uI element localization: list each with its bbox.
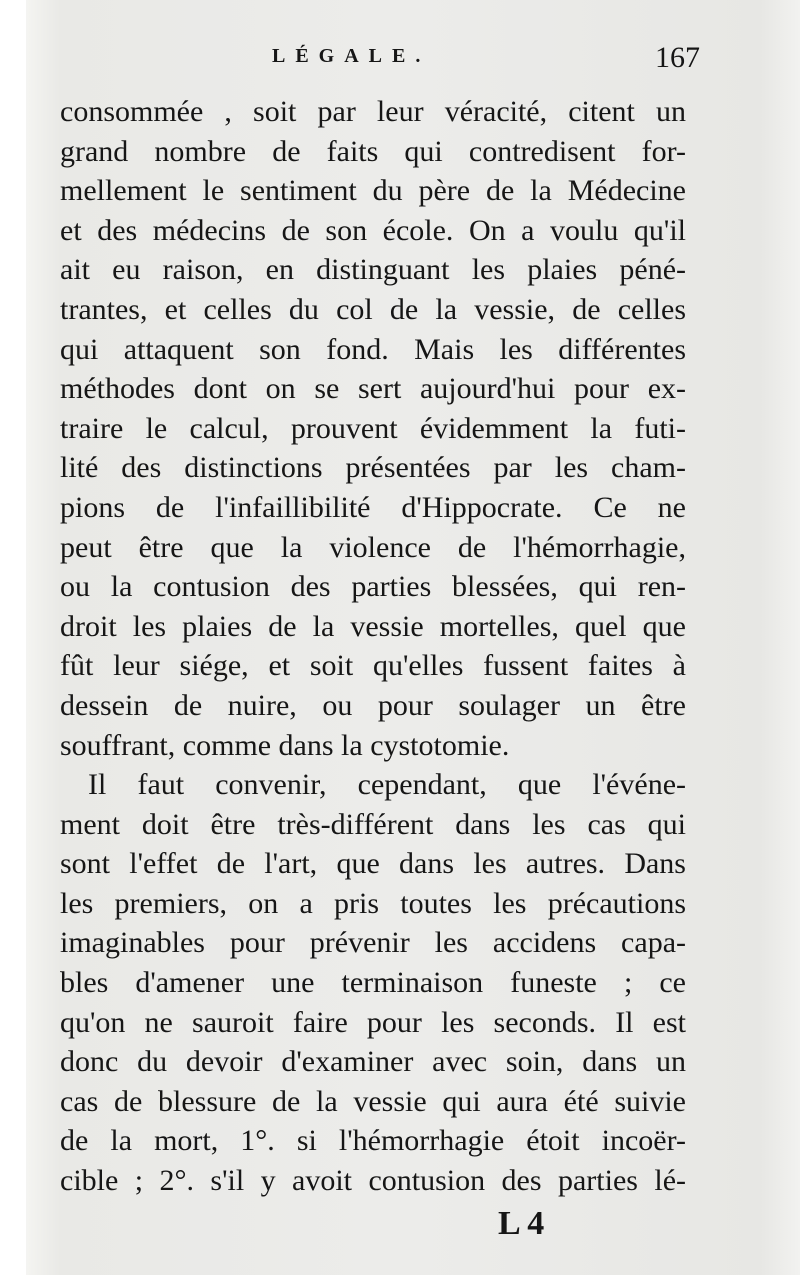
text-line: consommée , soit par leur véracité, citent un [60, 95, 686, 128]
text-line: cible ; 2°. s'il y avoit contusion des parties lé- [60, 1164, 686, 1198]
paragraph-1 [60, 92, 686, 765]
text-line: qui attaquent son fond. Mais les différentes [60, 332, 686, 366]
text-line: ait eu raison, en distinguant les plaies péné- [60, 253, 686, 287]
text-line: de la mort, 1°. si l'hémorrhagie étoit incoër- [60, 1124, 686, 1158]
text-line: lité des distinctions présentées par les cham- [60, 451, 686, 485]
page-number: 167 [655, 41, 700, 74]
signature-mark: L 4 [498, 1205, 545, 1242]
text-line: et des médecins de son école. On a voulu qu'il [60, 213, 686, 247]
text-line: souffrant, comme dans la cystotomie. [60, 728, 510, 762]
text-line: sont l'effet de l'art, que dans les autres. Dans [60, 847, 686, 881]
text-line: bles d'amener une terminaison funeste ; ce [60, 966, 686, 1000]
text-line: méthodes dont on se sert aujourd'hui pour ex- [60, 372, 686, 406]
text-line: Il faut convenir, cependant, que l'événe- [88, 768, 686, 802]
text-line: fût leur siége, et soit qu'elles fussent faites à [60, 649, 686, 683]
running-head: LÉGALE. [272, 45, 431, 67]
body-text [60, 92, 686, 1201]
text-line: ment doit être très-différent dans les cas qui [60, 807, 686, 841]
text-line: grand nombre de faits qui contredisent for- [60, 134, 686, 168]
text-line: trantes, et celles du col de la vessie, de celles [60, 292, 686, 326]
text-line: droit les plaies de la vessie mortelles, quel que [60, 609, 686, 643]
text-line: pions de l'infaillibilité d'Hippocrate. Ce ne [60, 490, 686, 524]
page-gutter [0, 0, 26, 1275]
text-line: donc du devoir d'examiner avec soin, dans un [60, 1045, 686, 1079]
text-line: cas de blessure de la vessie qui aura été suivie [60, 1084, 686, 1118]
text-line: peut être que la violence de l'hémorrhagie, [60, 530, 686, 564]
page-header [60, 41, 700, 85]
text-line: ou la contusion des parties blessées, qui ren- [60, 570, 686, 604]
paragraph-2 [60, 765, 686, 1201]
text-line: mellement le sentiment du père de la Médecine [60, 174, 686, 208]
text-line: traire le calcul, prouvent évidemment la futi- [60, 411, 686, 445]
text-line: les premiers, on a pris toutes les précautions [60, 886, 686, 920]
text-line: imaginables pour prévenir les accidens capa- [60, 926, 686, 960]
text-line: dessein de nuire, ou pour soulager un être [60, 688, 686, 722]
text-line: qu'on ne sauroit faire pour les seconds. Il est [60, 1005, 686, 1039]
